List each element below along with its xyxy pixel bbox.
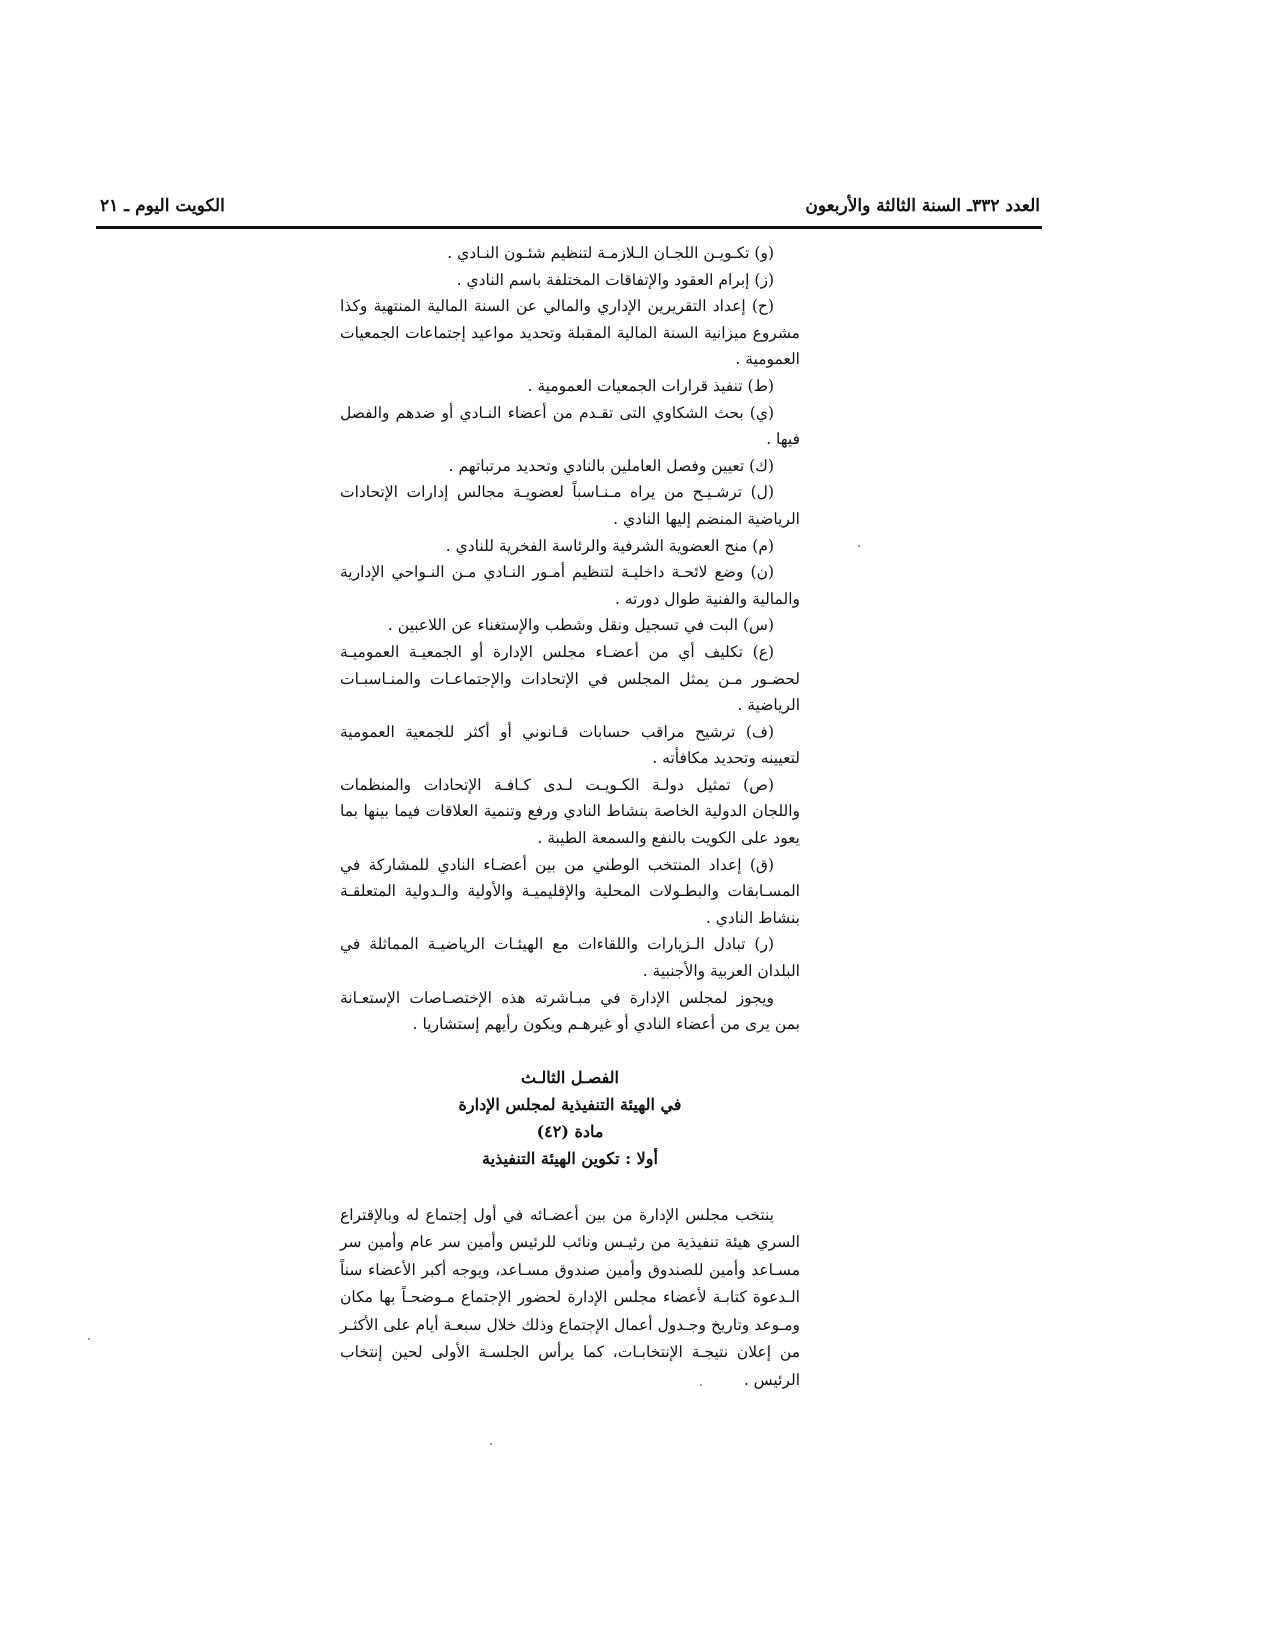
page-header bbox=[100, 196, 1040, 222]
clause-lam: (ل) ترشـيـح من يراه مـنـاسباً لعضويـة مجالس إدارات الإتحادات الرياضية المنضم إليها النادي . bbox=[340, 483, 800, 528]
clause-ha: (ح) إعداد التقريرين الإداري والمالي عن السنة المالية المنتهية وكذا مشروع ميزانية السنة المالية المقبلة وتحديد مواعيد إجتماعات الجمعيات العمومية . bbox=[340, 297, 800, 369]
clause-ra: (ر) تبادل الـزيارات واللقاءات مع الهيئـات الرياضيـة المماثلة في البلدان العربية والأجنبية . bbox=[340, 935, 800, 981]
subheading: أولا : تكوين الهيئة التنفيذية bbox=[482, 1148, 658, 1168]
clause-zay: (ز) إبرام العقود والإتفاقات المختلفة باسم النادي . bbox=[456, 270, 774, 289]
text-column bbox=[340, 240, 800, 1394]
article-number: مادة (٤٢) bbox=[536, 1121, 604, 1141]
article-body: ينتخب مجلس الإدارة من بين أعضـائه في أول إجتماع له وبالإقتراع السري هيئة تنفيذية من رئيـس ونائب للرئيس وأمين سر عام وأمين سر مسـاعد وأمين للصندوق وأمين صندوق مسـاعد، ويوجه أكبر الأعضاء سناً الـدعوة كتابـة لأعضاء مجلس الإدارة لحضور الإجتماع مـوضحـاً بها مكان ومـوعد وتاريخ وجـدول أعمال الإجتماع وذلك خلال سبعـة أيام على الأكثـر من إعلان نتيجـة الإنتخابـات، كما يرأس الجلسـة الأولى لحين إنتخاب الرئيس . bbox=[340, 1205, 800, 1389]
clause-waw: (و) تكـويـن اللجـان الـلازمـة لتنظيم شئـون النـادي . bbox=[447, 244, 774, 262]
chapter-heading: الفصـل الثالـث bbox=[521, 1067, 619, 1087]
closing-paragraph: ويجوز لمجلس الإدارة في مبـاشرته هذه الإختصـاصات الإستعـانة بمن يرى من أعضاء النادي أو غيرهـم ويكون رأيهم إستشاريا . bbox=[340, 988, 800, 1034]
clause-mim: (م) منح العضوية الشرفية والرئاسة الفخرية للنادي . bbox=[445, 536, 774, 555]
clause-qaf: (ق) إعداد المنتخب الوطني من بين أعضـاء النادي للمشاركة في المسـابقات والبطـولات المحلية والإقليميـة والأولية والـدولية المتعلقـة بنشاط النادي . bbox=[340, 855, 800, 927]
clause-sin: (س) البت في تسجيل ونقل وشطب والإستغناء عن اللاعبين . bbox=[387, 616, 774, 635]
scan-speck bbox=[490, 1443, 492, 1445]
issue-label: العدد ٣٣٢ـ السنة الثالثة والأربعون bbox=[805, 196, 1040, 216]
clause-ta: (ط) تنفيذ قرارات الجمعيات العمومية . bbox=[527, 376, 774, 395]
clause-fa: (ف) ترشيح مراقب حسابات قـانوني أو أكثر للجمعية العمومية لتعيينه وتحديد مكافأته . bbox=[340, 722, 800, 768]
publication-page-label: الكويت اليوم ـ ٢١ bbox=[100, 196, 225, 216]
scan-speck bbox=[858, 545, 860, 547]
clause-kaf: (ك) تعيين وفصل العاملين بالنادي وتحديد مرتباتهم . bbox=[448, 456, 774, 475]
clause-ya: (ي) بحث الشكاوي التى تقـدم من أعضاء النـادي أو ضدهم والفصل فيها . bbox=[340, 403, 800, 449]
clause-ayn: (ع) تكليف أي من أعضـاء مجلس الإدارة أو الجمعيـة العموميـة لحضـور مـن يمثل المجلس في الإتحادات والإجتماعـات والمنـاسبـات الرياضية . bbox=[340, 642, 800, 715]
header-divider bbox=[96, 226, 1042, 229]
scan-speck bbox=[88, 1338, 90, 1340]
scan-speck bbox=[700, 1384, 702, 1386]
clause-sad: (ص) تمثيل دولـة الكـويـت لـدى كـافـة الإتحادات والمنظمات واللجان الدولية الخاصة بنشاط النادي ورفع وتنمية العلاقات فيما بينها بما يعود على الكويت بالنفع والسمعة الطيبة . bbox=[340, 775, 800, 848]
chapter-title: في الهيئة التنفيذية لمجلس الإدارة bbox=[458, 1094, 682, 1114]
clause-nun: (ن) وضع لائحـة داخليـة لتنظيم أمـور النـادي مـن النـواحي الإدارية والمالية والفنية طوال دورته . bbox=[340, 563, 800, 608]
